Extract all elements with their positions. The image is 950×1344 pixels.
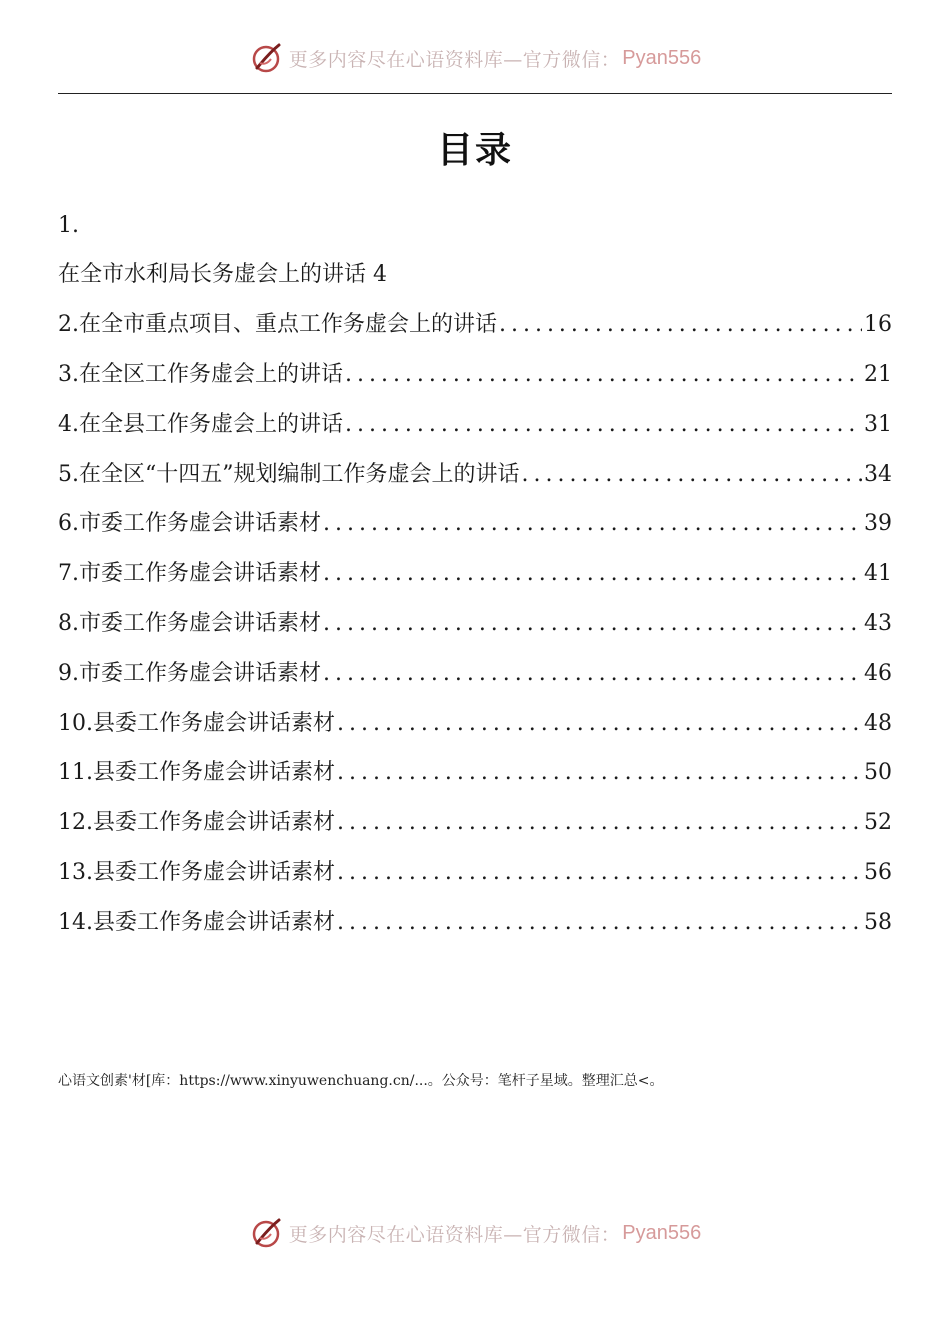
- toc-item-label: 6.市委工作务虚会讲话素材: [58, 511, 321, 536]
- toc-item-label: 9.市委工作务虚会讲话素材: [58, 661, 321, 686]
- brush-logo-icon: [249, 41, 283, 75]
- toc-item-label: 3.在全区工作务虚会上的讲话: [58, 362, 343, 387]
- toc-item-page: 41: [864, 561, 892, 586]
- toc-item[interactable]: [58, 458, 892, 492]
- toc-leader-dots: [499, 308, 862, 342]
- toc-item[interactable]: [58, 408, 892, 442]
- header-rule: [58, 93, 892, 94]
- toc-item-page: 52: [864, 810, 892, 835]
- toc-item[interactable]: [58, 856, 892, 890]
- toc-leader-dots: [345, 408, 862, 442]
- banner-text: 更多内容尽在心语资料库—官方微信：: [288, 48, 621, 71]
- toc-item-label: 12.县委工作务虚会讲话素材: [58, 810, 335, 835]
- toc-item[interactable]: [58, 358, 892, 392]
- toc-leader-dots: [337, 856, 862, 890]
- toc-item-page: 46: [864, 661, 892, 686]
- toc-item-1-number[interactable]: 1.: [58, 213, 79, 238]
- toc-item-page: 43: [864, 611, 892, 636]
- toc-item[interactable]: [58, 906, 892, 940]
- toc-leader-dots: [323, 557, 862, 591]
- toc-item-label: 8.市委工作务虚会讲话素材: [58, 611, 321, 636]
- toc-item-page: 21: [864, 362, 892, 387]
- toc-item[interactable]: [58, 657, 892, 691]
- toc-item-label: 13.县委工作务虚会讲话素材: [58, 860, 335, 885]
- toc-item[interactable]: [58, 806, 892, 840]
- toc-item-label: 5.在全区“十四五”规划编制工作务虚会上的讲话: [58, 462, 520, 487]
- banner-wechat-id: Pyan556: [622, 1221, 702, 1244]
- toc-item[interactable]: [58, 607, 892, 641]
- footer-banner: [0, 1213, 950, 1253]
- toc-item[interactable]: [58, 557, 892, 591]
- toc-item-page: 39: [864, 511, 892, 536]
- toc-item-page: 50: [864, 760, 892, 785]
- toc-leader-dots: [323, 657, 862, 691]
- banner-wechat-id: Pyan556: [622, 46, 702, 69]
- toc-leader-dots: [337, 806, 862, 840]
- banner-text: 更多内容尽在心语资料库—官方微信：: [288, 1223, 621, 1246]
- toc-leader-dots: [323, 607, 862, 641]
- toc-item-label: 2.在全市重点项目、重点工作务虚会上的讲话: [58, 312, 497, 337]
- toc-item-page: 58: [864, 910, 892, 935]
- toc-item-label: 11.县委工作务虚会讲话素材: [58, 760, 335, 785]
- toc-item[interactable]: [58, 308, 892, 342]
- brush-logo-icon: [249, 1216, 283, 1250]
- page-title: 目录: [436, 129, 513, 171]
- toc-item-label: 14.县委工作务虚会讲话素材: [58, 910, 335, 935]
- toc-leader-dots: [337, 707, 862, 741]
- toc-item[interactable]: [58, 756, 892, 790]
- toc-item[interactable]: [58, 707, 892, 741]
- toc-leader-dots: [337, 756, 862, 790]
- toc-item-page: 16: [864, 312, 892, 337]
- toc-item-page: 34: [864, 462, 892, 487]
- toc-item[interactable]: [58, 507, 892, 541]
- toc-item-page: 48: [864, 711, 892, 736]
- source-footnote: 心语文创素'材[库：https://www.xinyuwenchuang.cn/...。公众号：笔杆子星域。整理汇总<。: [58, 1073, 664, 1089]
- toc-item-label: 7.市委工作务虚会讲话素材: [58, 561, 321, 586]
- toc-item-page: 31: [864, 412, 892, 437]
- toc-item-1-label[interactable]: 在全市水利局长务虚会上的讲话 4: [58, 262, 387, 287]
- toc-leader-dots: [323, 507, 862, 541]
- toc-item-page: 56: [864, 860, 892, 885]
- header-banner: [0, 38, 950, 78]
- toc-item-label: 4.在全县工作务虚会上的讲话: [58, 412, 343, 437]
- toc-leader-dots: [345, 358, 862, 392]
- toc-leader-dots: [337, 906, 862, 940]
- toc-leader-dots: [522, 458, 863, 492]
- toc-item-label: 10.县委工作务虚会讲话素材: [58, 711, 335, 736]
